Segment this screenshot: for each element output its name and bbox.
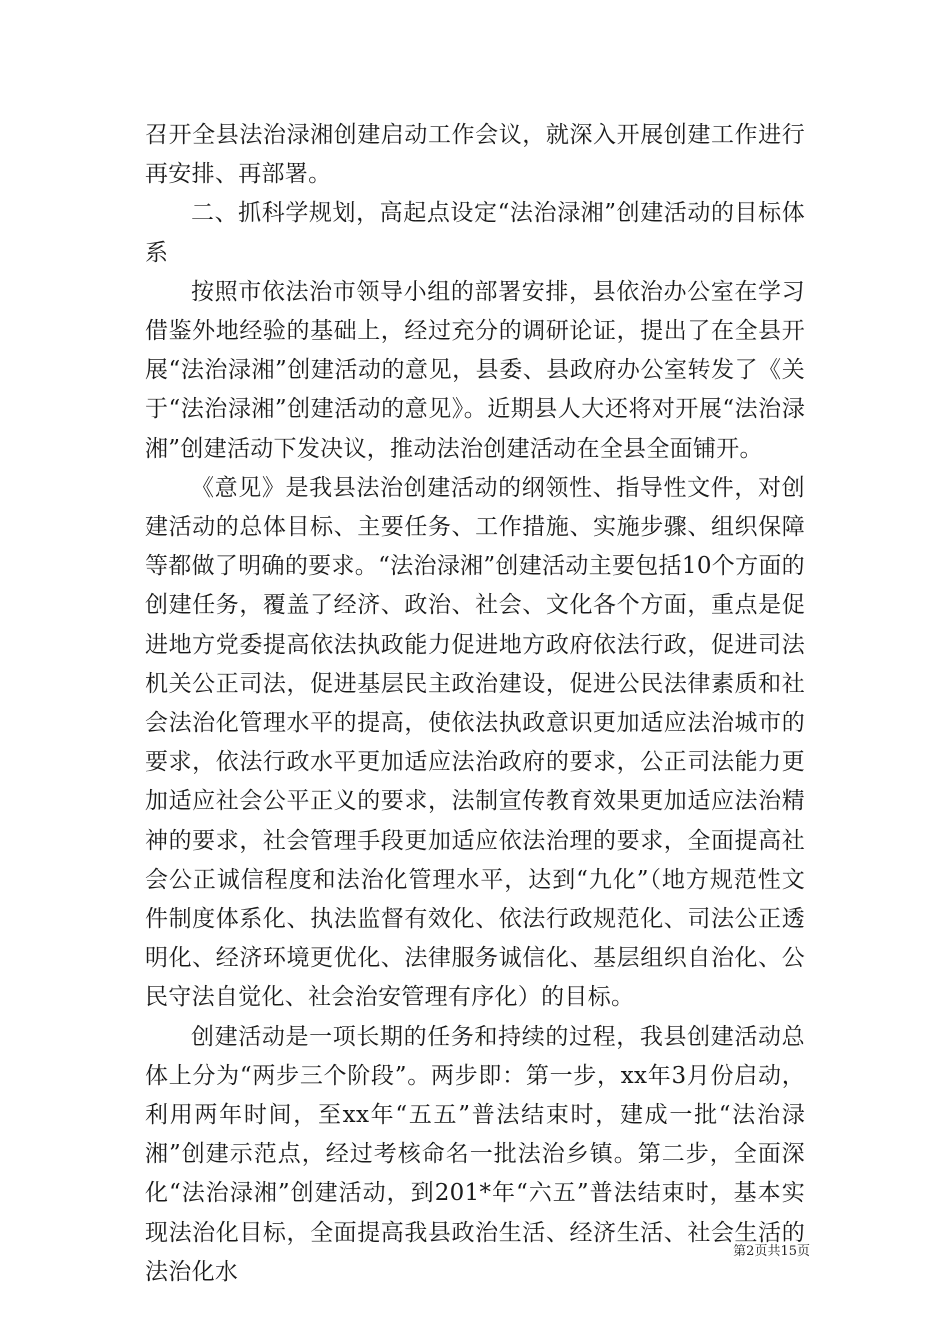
- paragraph-1: 召开全县法治渌湘创建启动工作会议，就深入开展创建工作进行再安排、再部署。: [145, 122, 805, 188]
- paragraph-3: 按照市依法治市领导小组的部署安排，县依治办公室在学习借鉴外地经验的基础上，经过充分的调研论证，提出了在全县开展“法治渌湘”创建活动的意见，县委、县政府办公室转发了《关于“法治渌湘”创建活动的意见》。近期县人大还将对开展“法治渌湘”创建活动下发决议，推动法治创建活动在全县全面铺开。: [145, 278, 805, 462]
- section-heading: 二、抓科学规划，高起点设定“法治渌湘”创建活动的目标体系: [145, 200, 805, 266]
- paragraph-5: 创建活动是一项长期的任务和持续的过程，我县创建活动总体上分为“两步三个阶段”。两步即：第一步，xx年3月份启动，利用两年时间，至xx年“五五”普法结束时，建成一批“法治渌湘”创建示范点，经过考核命名一批法治乡镇。第二步，全面深化“法治渌湘”创建活动，到201*年“六五”普法结束时，基本实现法治化目标，全面提高我县政治生活、经济生活、社会生活的法治化水: [145, 1023, 805, 1285]
- document-body: [145, 116, 805, 1292]
- page-number-footer: 第2页共15页: [733, 1244, 810, 1259]
- paragraph-4: 《意见》是我县法治创建活动的纲领性、指导性文件，对创建活动的总体目标、主要任务、工作措施、实施步骤、组织保障等都做了明确的要求。“法治渌湘”创建活动主要包括10个方面的创建任务，覆盖了经济、政治、社会、文化各个方面，重点是促进地方党委提高依法执政能力促进地方政府依法行政，促进司法机关公正司法，促进基层民主政治建设，促进公民法律素质和社会法治化管理水平的提高，使依法执政意识更加适应法治城市的要求，依法行政水平更加适应法治政府的要求，公正司法能力更加适应社会公平正义的要求，法制宣传教育效果更加适应法治精神的要求，社会管理手段更加适应依法治理的要求，全面提高社会公正诚信程度和法治化管理水平，达到“九化”（地方规范性文件制度体系化、执法监督有效化、依法行政规范化、司法公正透明化、经济环境更优化、法律服务诚信化、基层组织自治化、公民守法自觉化、社会治安管理有序化）的目标。: [145, 474, 805, 1011]
